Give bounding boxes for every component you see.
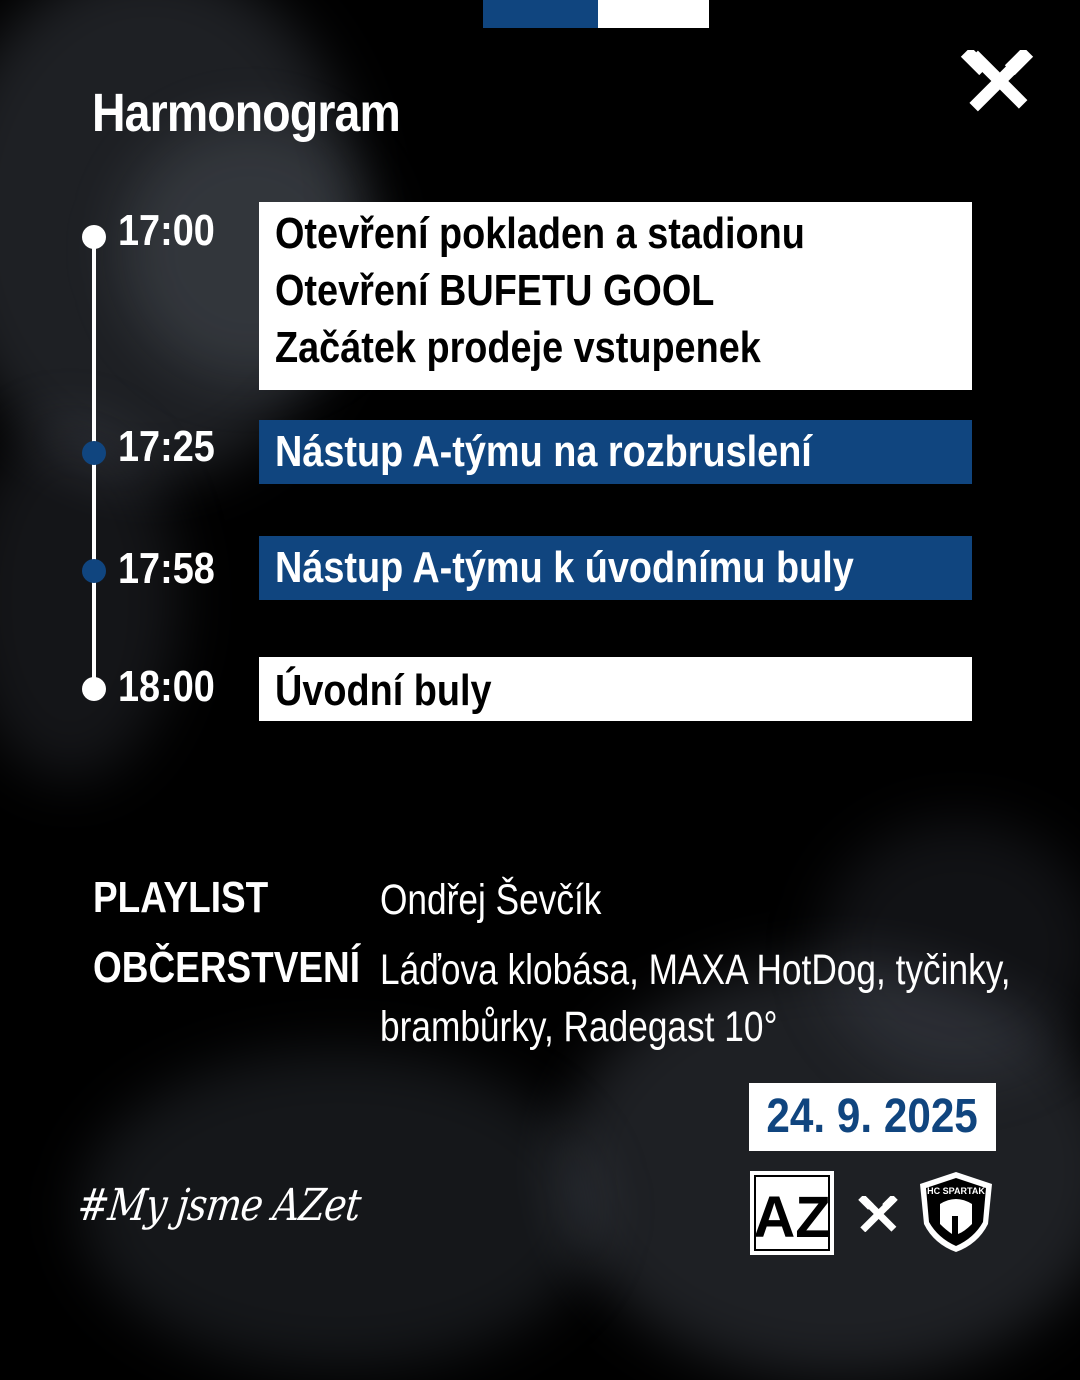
- timeline-dot-4: [82, 677, 106, 701]
- az-logo: [750, 1171, 834, 1255]
- crossed-hammers-icon: [960, 50, 1034, 112]
- schedule-line: Otevření pokladen a stadionu: [275, 209, 805, 258]
- schedule-box-3: [259, 536, 972, 600]
- schedule-box-4: [259, 657, 972, 721]
- event-date: [749, 1083, 996, 1151]
- crossed-hammers-small-icon: [858, 1196, 898, 1232]
- flag-white-segment: [598, 0, 709, 28]
- time-1: 17:00: [118, 206, 215, 255]
- page-title: Harmonogram: [92, 83, 400, 143]
- hc-spartak-logo: [918, 1170, 994, 1254]
- schedule-box-2: [259, 420, 972, 484]
- schedule-line: Otevření BUFETU GOOL: [275, 266, 715, 315]
- food-value-line2: brambůrky, Radegast 10°: [380, 1003, 778, 1051]
- playlist-label: PLAYLIST: [93, 873, 269, 922]
- flag-stripe: [483, 0, 709, 28]
- food-label: OBČERSTVENÍ: [93, 943, 360, 992]
- time-2: 17:25: [118, 422, 215, 471]
- flag-blue-segment: [483, 0, 598, 28]
- schedule-line: Začátek prodeje vstupenek: [275, 323, 761, 372]
- hc-spartak-logo-text: HC SPARTAK: [927, 1186, 985, 1196]
- time-3: 17:58: [118, 544, 215, 593]
- event-date-text: 24. 9. 2025: [766, 1090, 979, 1143]
- timeline-dot-1: [82, 225, 106, 249]
- food-value-line1: Láďova klobása, MAXA HotDog, tyčinky,: [380, 946, 1011, 994]
- timeline-dot-3: [82, 559, 106, 583]
- playlist-value: Ondřej Ševčík: [380, 876, 602, 924]
- az-logo-text: AZ: [753, 1185, 831, 1250]
- time-4: 18:00: [118, 662, 215, 711]
- schedule-box-1: [259, 202, 972, 390]
- timeline-dot-2: [82, 441, 106, 465]
- schedule-line: Nástup A-týmu na rozbruslení: [275, 427, 812, 476]
- hashtag-signature: #My jsme AZet: [74, 1180, 364, 1231]
- schedule-line: Nástup A-týmu k úvodnímu buly: [275, 543, 854, 592]
- schedule-line: Úvodní buly: [275, 666, 492, 715]
